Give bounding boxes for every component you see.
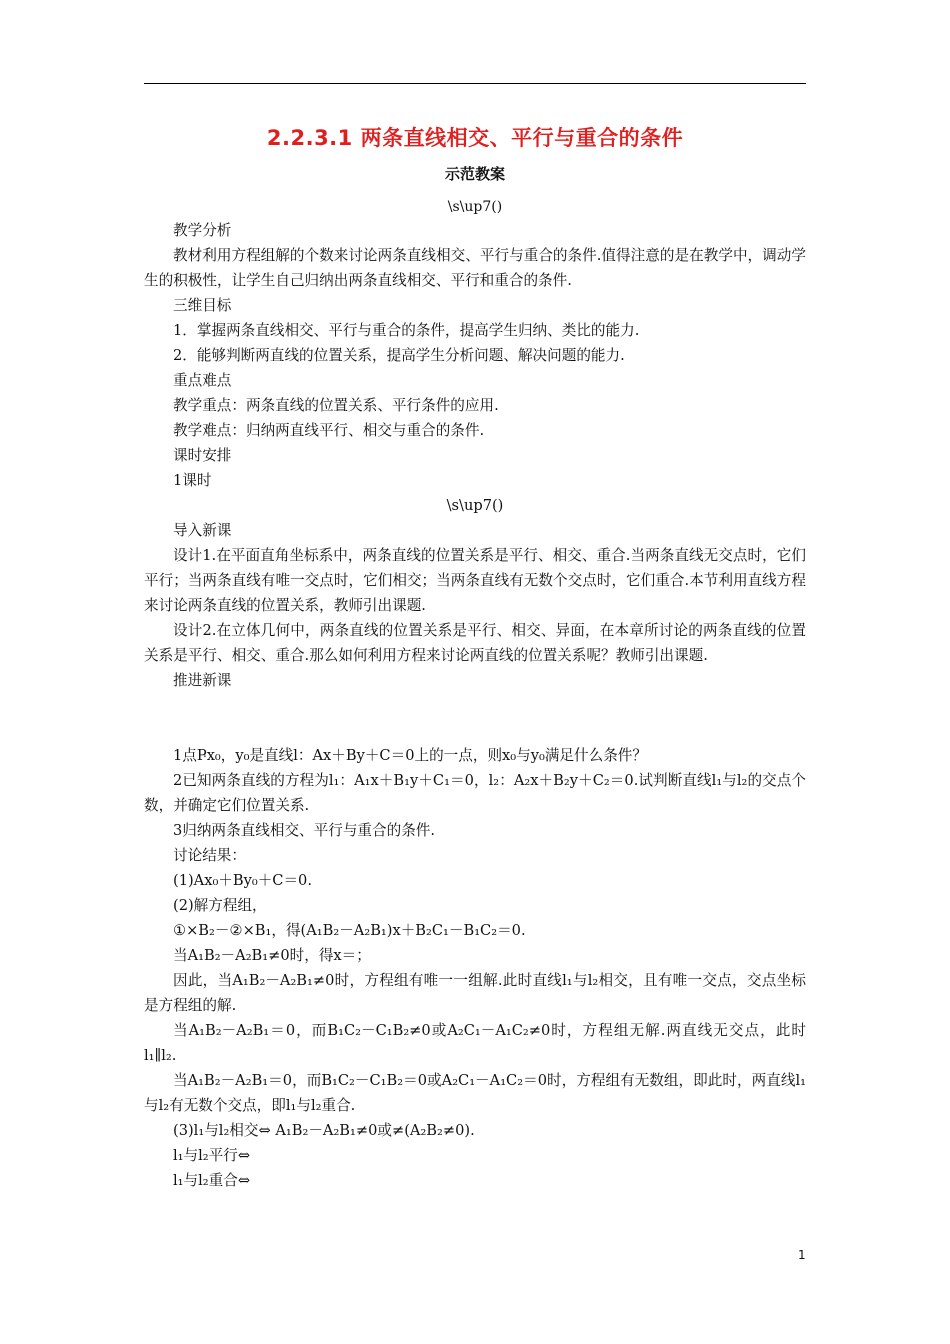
header-rule <box>144 83 806 84</box>
discussion-result-7: 当A₁B₂－A₂B₁＝0，而B₁C₂－C₁B₂＝0或A₂C₁－A₁C₂＝0时，方程组有无数组，即此时，两直线l₁与l₂有无数个交点，即l₁与l₂重合. <box>144 1072 806 1114</box>
goal-item-2: 2．能够判断两直线的位置关系，提高学生分析问题、解决问题的能力. <box>173 347 625 364</box>
section-heading-time: 课时安排 <box>173 447 232 464</box>
discussion-result-8: (3)l₁与l₂相交⇔ A₁B₂－A₂B₁≠0或≠(A₂B₂≠0). <box>173 1122 475 1139</box>
section-heading-intro: 导入新课 <box>173 522 232 539</box>
discussion-result-4: 当A₁B₂－A₂B₁≠0时，得x＝； <box>173 947 371 964</box>
discussion-result-2: (2)解方程组， <box>173 897 267 914</box>
discussion-result-9: l₁与l₂平行⇔ <box>173 1147 251 1164</box>
discussion-result-3: ①×B₂－②×B₁，得(A₁B₂－A₂B₁)x＋B₂C₁－B₁C₂＝0. <box>173 922 526 939</box>
question-2: . 2已知两条直线的方程为l₁：A₁x＋B₁y＋C₁＝0，l₂：A₂x＋B₂y＋C₂＝0.试判断直线l₁与l₂的交点个数，并确定它们位置关系. <box>144 768 806 818</box>
section-heading-new: 推进新课 <box>173 672 232 689</box>
key-focus: 教学重点：两条直线的位置关系、平行条件的应用. <box>173 397 499 414</box>
time-text: 1课时 <box>173 472 212 489</box>
discussion-heading: 讨论结果： <box>173 847 246 864</box>
discussion-result-5: 因此，当A₁B₂－A₂B₁≠0时，方程组有唯一一组解.此时直线l₁与l₂相交，且有唯一交点，交点坐标是方程组的解. <box>144 972 806 1014</box>
intro-design-1: 设计1.在平面直角坐标系中，两条直线的位置关系是平行、相交、重合.当两条直线无交点时，它们平行；当两条直线有唯一交点时，它们相交；当两条直线有无数个交点时，它们重合.本节利用直线方程来讨论两条直线的位置关系，教师引出课题. <box>144 547 806 614</box>
discussion-result-1: (1)Ax₀＋By₀＋C＝0. <box>173 872 312 889</box>
analysis-paragraph: 教材利用方程组解的个数来讨论两条直线相交、平行与重合的条件.值得注意的是在教学中，调动学生的积极性，让学生自己归纳出两条直线相交、平行和重合的条件. <box>144 247 806 289</box>
discussion-result-6: 当A₁B₂－A₂B₁＝0，而B₁C₂－C₁B₂≠0或A₂C₁－A₁C₂≠0时，方程组无解.两直线无交点，此时l₁∥l₂. <box>144 1022 806 1064</box>
page-title: 2.2.3.1 两条直线相交、平行与重合的条件 <box>266 126 684 150</box>
section-heading-goals: 三维目标 <box>173 297 232 314</box>
discussion-result-10: l₁与l₂重合⇔ <box>173 1172 251 1189</box>
section-heading-analysis: 教学分析 <box>173 222 232 239</box>
field-code-1: \s\up7() <box>447 199 503 215</box>
field-code-2: \s\up7() <box>446 497 504 514</box>
intro-design-2: 设计2.在立体几何中，两条直线的位置关系是平行、相交、异面，在本章所讨论的两条直线的位置关系是平行、相交、重合.那么如何利用方程来讨论两直线的位置关系呢？教师引出课题. <box>144 622 806 664</box>
goal-item-1: 1．掌握两条直线相交、平行与重合的条件，提高学生归纳、类比的能力. <box>173 322 640 339</box>
question-3: . 3归纳两条直线相交、平行与重合的条件. <box>144 818 806 843</box>
page-subtitle: 示范教案 <box>444 165 505 183</box>
page-number: 1 <box>798 1248 806 1262</box>
document-body <box>144 218 806 1193</box>
spacer <box>144 693 806 743</box>
section-heading-key: 重点难点 <box>173 372 232 389</box>
key-difficulty: 教学难点：归纳两直线平行、相交与重合的条件. <box>173 422 485 439</box>
question-1: . 1点Px₀，y₀是直线l：Ax＋By＋C＝0上的一点，则x₀与y₀满足什么条件？ <box>144 743 806 768</box>
